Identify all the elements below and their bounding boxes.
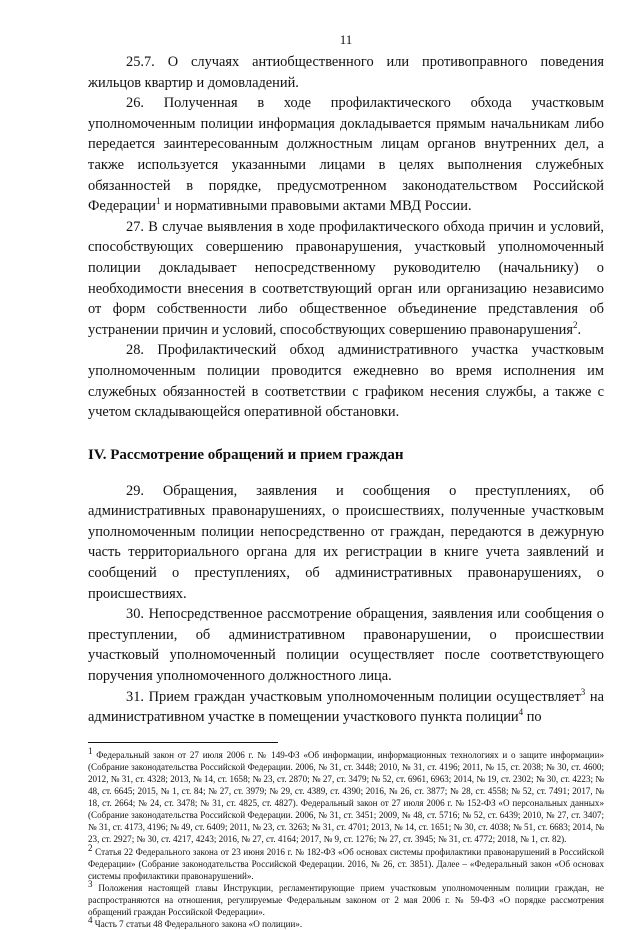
footnote-separator [88,742,278,743]
paragraph-27: 27. В случае выявления в ходе профилактического обхода причин и условий, способствующих совершению правонарушения, участковый уполномоченный полиции докладывает непосредственному руководителю (начальнику) о необходимости внесения в соответствующий орган или организацию независимо от форм собственности либо общественное объединение представления об устранении причин и условий, способствующих совершению правонарушения$^2$. [88,218,604,338]
paragraph-28: 28. Профилактический обход административного участка участковым уполномоченным полиции проводится ежедневно во время исполнения им служебных обязанностей в соответствии с графиком несения службы, а также с учетом складывающейся оперативной обстановки. [88,342,604,421]
paragraph-26: 26. Полученная в ходе профилактического обхода участковым уполномоченным полиции информация докладывается прямым начальникам либо передается заинтересованным должностным лицам органов внутренних дел, а также используется указанными лицами в целях выполнения служебных обязанностей в порядке, предусмотренном законодательством Российской Федерации$^1$ и нормативными правовыми актами МВД России. [88,95,604,215]
paragraph-30: 30. Непосредственное рассмотрение обращения, заявления или сообщения о преступлении, об административном правонарушении, о происшествии участковый уполномоченный полиции осуществляет после соответствующего поручения уполномоченного должностного лица. [88,606,604,685]
footnote-1: $^1$ Федеральный закон от 27 июля 2006 г. № 149-ФЗ «Об информации, информационных технологиях и о защите информации» (Собрание законодательства Российской Федерации. 2006, № 31, ст. 3448; 2010, № 31, ст. 4196; 2011, № 15, ст. 2038; № 30, ст. 4600; 2012, № 31, ст. 4328; 2013, № 14, ст. 1658; № 23, ст. 2870; № 27, ст. 3479; № 52, ст. 6961, 6963; 2014, № 19, ст. 2302; № 30, ст. 4223; № 48, ст. 6645; 2015, № 1, ст. 84; № 27, ст. 3979; № 29, ст. 4389, ст. 4390; 2016, № 26, ст. 3877; № 28, ст. 4558; № 52, ст. 7491; 2017, № 18, ст. 2664; № 24, ст. 3478; № 31, ст. 4825, ст. 4827). Федеральный закон от 27 июля 2006 г. № 152-ФЗ «О персональных данных» (Собрание законодательства Российской Федерации. 2006, № 31, ст. 3451; 2009, № 48, ст. 5716; № 52, ст. 6439; 2010, № 27, ст. 3407; № 31, ст. 4173, 4196; № 49, ст. 6409; 2011, № 23, ст. 3263; № 31, ст. 4701; 2013, № 14, ст. 1651; № 30, ст. 4038; № 51, ст. 6683; 2014, № 23, ст. 2927; № 30, ст. 4217, 4243; 2016, № 27, ст. 4164; 2017, № 9, ст. 1276; № 27, ст. 3945; № 31, ст. 4772; 2018, № 1, ст. 82). [88,745,604,845]
paragraph-29: 29. Обращения, заявления и сообщения о преступлениях, об административных правонарушениях, о происшествиях, полученные участковым уполномоченным полиции непосредственно от граждан, передаются в дежурную часть территориального органа для их регистрации в книге учета заявлений и сообщений о преступлениях, об административных правонарушениях, о происшествиях. [88,482,604,602]
footnote-2: $^2$ Статья 22 Федерального закона от 23 июня 2016 г. № 182-ФЗ «Об основах системы профилактики правонарушений в Российской Федерации» (Собрание законодательства Российской Федерации. 2016, № 26, ст. 3851). Далее – «Федеральный закон «Об основах системы профилактики правонарушений». [88,842,604,881]
paragraph-25-7: 25.7. О случаях антиобщественного или противоправного поведения жильцов квартир и домовладений. [88,54,604,91]
footnote-ref-1[interactable]: 1 [155,196,161,207]
section-heading: IV. Рассмотрение обращений и прием граждан [88,446,404,463]
footnote-ref-3[interactable]: 3 [580,686,586,697]
page-number: 11 [339,32,353,47]
paragraph-31: 31. Прием граждан участковым уполномоченным полиции осуществляет$^3$ на административном участке в помещении участкового пункта полиции$^4$ по [88,686,604,726]
footnote-ref-2[interactable]: 2 [573,319,578,330]
footnote-3: $^3$ Положения настоящей главы Инструкции, регламентирующие прием участковым уполномоченным полиции граждан, не распространяются на отношения, регулируемые Федеральным законом от 2 мая 2006 г. № 59-ФЗ «О порядке рассмотрения обращений граждан Российской Федерации». [88,878,604,918]
footnote-4: $^4$ Часть 7 статьи 48 Федерального закона «О полиции». [88,915,303,930]
footnote-ref-4[interactable]: 4 [518,707,524,718]
